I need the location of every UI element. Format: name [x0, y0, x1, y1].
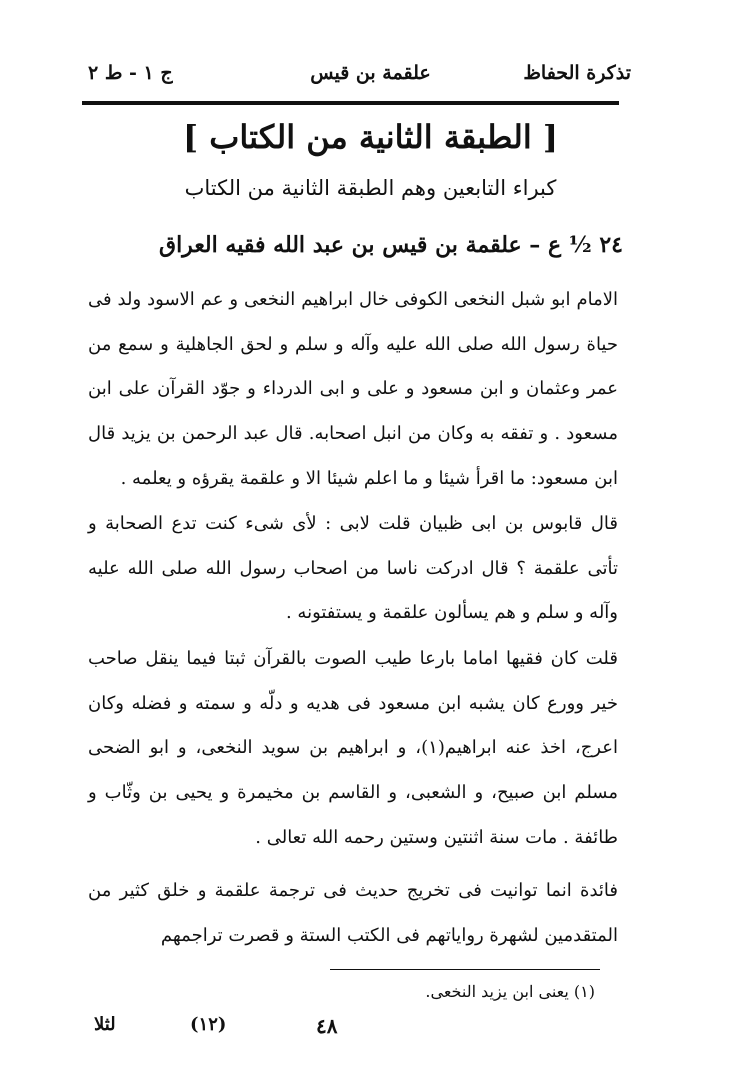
page-number: ٤٨ — [316, 1014, 338, 1038]
body-paragraph-1: الامام ابو شبل النخعى الكوفى خال ابراهيم النخعى و عم الاسود ولد فى حياة رسول الله صلى الله عليه وآله و سلم و لحق الجاهلية و سمع من عمر وعثمان و ابن مسعود و على و ابى الدرداء و جوّد القرآن على ابن مسعود . و تفقه به وكان من انبل اصحابه. قال عبد الرحمن بن يزيد قال ابن مسعود: ما اقرأ شيئا و ما اعلم شيئا الا و علقمة يقرؤه و يعلمه . — [88, 289, 618, 489]
body-paragraph-2: قال قابوس بن ابى ظبيان قلت لابى : لأى شىء كنت تدع الصحابة و تأتى علقمة ؟ قال ادركت ناسا من اصحاب رسول الله صلى الله عليه وآله و سلم و هم يسألون علقمة و يستفتونه . — [88, 513, 618, 624]
footnote: (١) يعنى ابن يزيد النخعى. — [425, 982, 595, 1001]
footer-sequence: (١٢) — [190, 1014, 227, 1035]
footnote-divider — [330, 969, 600, 970]
body-paragraph-3: قلت كان فقيها اماما بارعا طيب الصوت بالقرآن ثبتا فيما ينقل صاحب خير وورع كان يشبه ابن مسعود فى هديه و دلّه و سمته و فضله وكان اعرج، اخذ عنه ابراهيم(١)، و ابراهيم بن سويد النخعى، و ابو الضحى مسلم ابن صبيح، و الشعبى، و القاسم بن مخيمرة و يحيى بن وثّاب و طائفة . مات سنة اثنتين وستين رحمه الله تعالى . — [88, 648, 618, 848]
running-header-volume: ج ١ - ط ٢ — [88, 62, 173, 84]
footer-signature: لثلا — [94, 1014, 116, 1035]
section-subtitle: كبراء التابعين وهم الطبقة الثانية من الكتاب — [184, 176, 557, 200]
body-paragraph-4: فائدة انما توانيت فى تخريج حديث فى ترجمة علقمة و خلق كثير من المتقدمين لشهرة رواياتهم فى الكتب الستة و قصرت تراجمهم — [88, 880, 618, 946]
header-divider — [82, 101, 619, 105]
running-header-entry-name: علقمة بن قيس — [310, 62, 431, 84]
section-title: [ الطبقة الثانية من الكتاب ] — [183, 118, 558, 156]
entry-title: ٢٤ ½ ع – علقمة بن قيس بن عبد الله فقيه العراق — [159, 232, 623, 258]
running-header-book-title: تذكرة الحفاظ — [523, 62, 631, 84]
